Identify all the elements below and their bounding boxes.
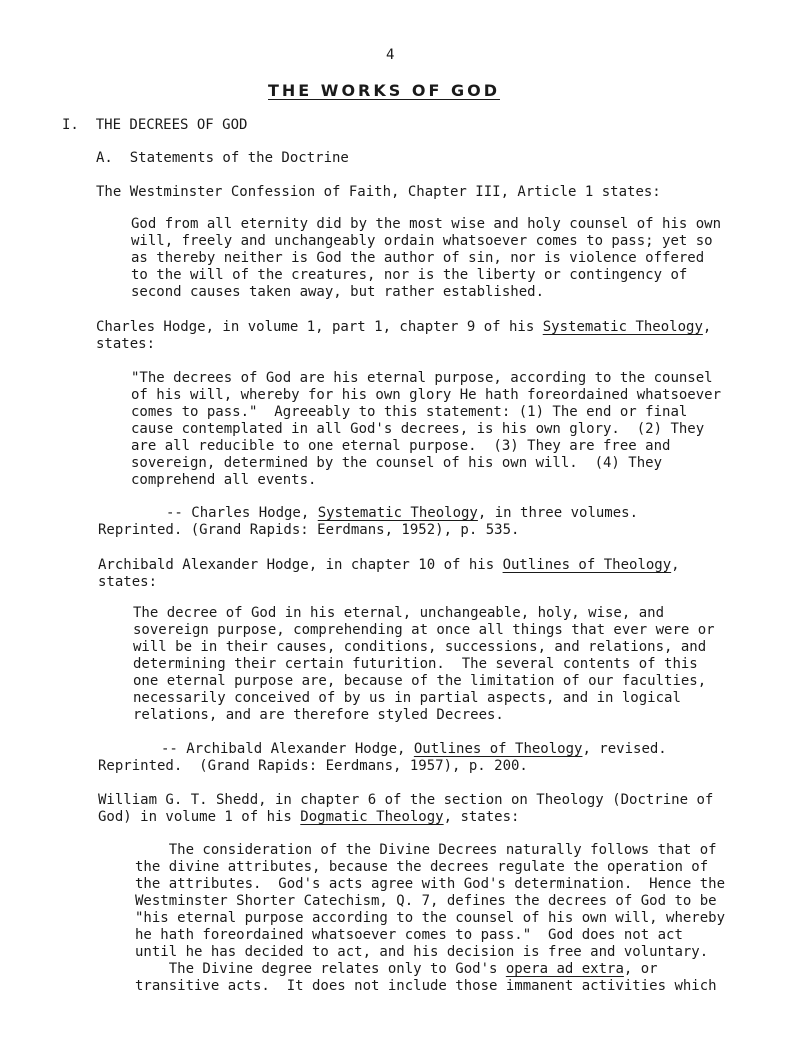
quote-line: the divine attributes, because the decrees regulate the operation of	[135, 859, 709, 875]
quote-line: "his eternal purpose according to the counsel of his own will, whereby	[135, 910, 726, 926]
aa-hodge-citation-line2: Reprinted. (Grand Rapids: Eerdmans, 1957), p. 200.	[98, 758, 528, 774]
quote-line: The decree of God in his eternal, unchangeable, holy, wise, and	[133, 605, 665, 621]
page-number: 4	[386, 47, 395, 63]
quote-line: until he has decided to act, and his decision is free and voluntary.	[135, 944, 709, 960]
page-title: THE WORKS OF GOD	[268, 81, 500, 100]
quote-line: Westminster Shorter Catechism, Q. 7, defines the decrees of God to be	[135, 893, 717, 909]
aa-hodge-intro: Archibald Alexander Hodge, in chapter 10 of his Outlines of Theology,	[98, 557, 680, 573]
charles-hodge-citation: -- Charles Hodge, Systematic Theology, in three volumes.	[166, 505, 639, 521]
quote-line: The consideration of the Divine Decrees naturally follows that of	[135, 842, 717, 858]
charles-hodge-intro-line2: states:	[96, 336, 156, 352]
quote-line: will, freely and unchangeably ordain whatsoever comes to pass; yet so	[131, 233, 713, 249]
aa-hodge-citation: -- Archibald Alexander Hodge, Outlines of Theology, revised.	[161, 741, 667, 757]
charles-hodge-citation-line2: Reprinted. (Grand Rapids: Eerdmans, 1952), p. 535.	[98, 522, 520, 538]
quote-line: transitive acts. It does not include those immanent activities which	[135, 978, 717, 994]
quote-line: he hath foreordained whatsoever comes to pass." God does not act	[135, 927, 683, 943]
shedd-intro-line2: God) in volume 1 of his Dogmatic Theology, states:	[98, 809, 520, 825]
quote-line: as thereby neither is God the author of sin, nor is violence offered	[131, 250, 705, 266]
quote-line: "The decrees of God are his eternal purpose, according to the counsel	[131, 370, 713, 386]
quote-line: to the will of the creatures, nor is the liberty or contingency of	[131, 267, 688, 283]
book-title-dogmatic-theology: Dogmatic Theology	[300, 809, 444, 825]
term-opera-ad-extra: opera ad extra	[505, 961, 624, 977]
quote-line: of his will, whereby for his own glory He hath foreordained whatsoever	[131, 387, 722, 403]
quote-line: sovereign purpose, comprehending at once all things that ever were or	[133, 622, 715, 638]
quote-line: relations, and are therefore styled Decrees.	[133, 707, 504, 723]
westminster-intro: The Westminster Confession of Faith, Chapter III, Article 1 states:	[96, 184, 661, 200]
shedd-intro: William G. T. Shedd, in chapter 6 of the section on Theology (Doctrine of	[98, 792, 714, 808]
quote-line: sovereign, determined by the counsel of his own will. (4) They	[131, 455, 663, 471]
section-heading: I. THE DECREES OF GOD	[62, 117, 248, 133]
quote-line: one eternal purpose are, because of the limitation of our faculties,	[133, 673, 707, 689]
quote-line: determining their certain futurition. The several contents of this	[133, 656, 698, 672]
aa-hodge-intro-line2: states:	[98, 574, 158, 590]
quote-line: second causes taken away, but rather established.	[131, 284, 545, 300]
book-title-outlines-of-theology: Outlines of Theology	[502, 557, 672, 573]
book-title-systematic-theology: Systematic Theology	[317, 505, 478, 521]
quote-line: comes to pass." Agreeably to this statement: (1) The end or final	[131, 404, 688, 420]
quote-line: are all reducible to one eternal purpose. (3) They are free and	[131, 438, 671, 454]
quote-line: cause contemplated in all God's decrees, is his own glory. (2) They	[131, 421, 705, 437]
quote-line: will be in their causes, conditions, successions, and relations, and	[133, 639, 707, 655]
quote-line: The Divine degree relates only to God's opera ad extra, or	[135, 961, 658, 977]
subsection-heading: A. Statements of the Doctrine	[96, 150, 349, 166]
quote-line: comprehend all events.	[131, 472, 317, 488]
quote-line: necessarily conceived of by us in partial aspects, and in logical	[133, 690, 681, 706]
quote-line: the attributes. God's acts agree with God's determination. Hence the	[135, 876, 726, 892]
quote-line: God from all eternity did by the most wise and holy counsel of his own	[131, 216, 722, 232]
book-title-outlines-of-theology: Outlines of Theology	[413, 741, 583, 757]
charles-hodge-intro: Charles Hodge, in volume 1, part 1, chapter 9 of his Systematic Theology,	[96, 319, 712, 335]
book-title-systematic-theology: Systematic Theology	[542, 319, 703, 335]
